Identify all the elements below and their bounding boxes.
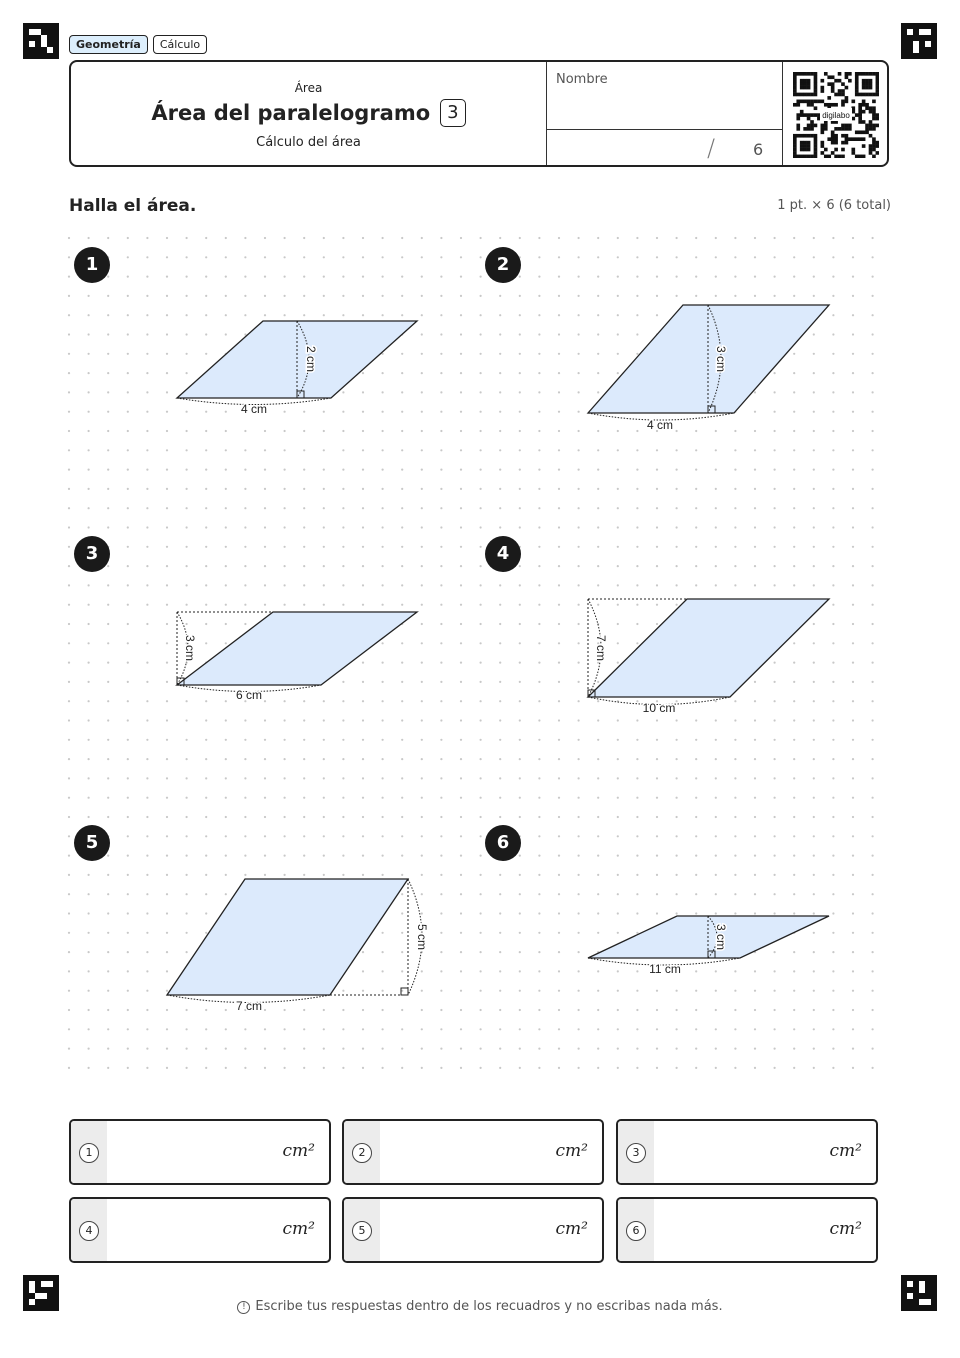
answer-number: 6 — [626, 1221, 646, 1241]
points-text: 1 pt. × 6 (6 total) — [777, 198, 891, 213]
height-label-5: 5 cm — [415, 923, 429, 951]
answer-label-area — [344, 1199, 380, 1261]
base-label-2: 4 cm — [646, 418, 674, 432]
problem-number-2: 2 — [485, 247, 521, 283]
answer-number: 2 — [352, 1143, 372, 1163]
height-label-2: 3 cm — [714, 345, 728, 373]
answer-number: 1 — [79, 1143, 99, 1163]
footer-note — [0, 1299, 960, 1314]
parallelogram-4 — [588, 599, 829, 697]
answer-unit: cm² — [282, 1219, 315, 1239]
base-label-5: 7 cm — [235, 999, 263, 1013]
name-label: Nombre — [556, 72, 608, 87]
height-label-4: 7 cm — [594, 634, 608, 662]
problem-number-1: 1 — [74, 247, 110, 283]
answer-box-2[interactable] — [342, 1119, 604, 1185]
instruction-text: Halla el área. — [69, 196, 197, 216]
answer-unit: cm² — [555, 1141, 588, 1161]
figure-2 — [588, 305, 829, 432]
height-label-1: 2 cm — [304, 345, 318, 373]
answer-box-3[interactable] — [616, 1119, 878, 1185]
right-angle-mark-5 — [401, 988, 408, 995]
answer-label-area — [71, 1199, 107, 1261]
qr-brand-text: digilabo — [822, 111, 850, 120]
figure-1 — [177, 321, 417, 416]
answer-box-5[interactable] — [342, 1197, 604, 1263]
figure-3 — [177, 612, 417, 702]
figure-6 — [588, 916, 829, 976]
figure-5 — [167, 879, 429, 1013]
problem-number-5: 5 — [74, 825, 110, 861]
tag-calculation: Cálculo — [153, 35, 207, 54]
answer-number: 4 — [79, 1221, 99, 1241]
answer-unit: cm² — [829, 1141, 862, 1161]
answer-unit: cm² — [282, 1141, 315, 1161]
score-slash: / — [707, 134, 716, 162]
answer-box-6[interactable] — [616, 1197, 878, 1263]
height-label-6: 3 cm — [714, 923, 728, 951]
answer-unit: cm² — [829, 1219, 862, 1239]
tag-geometry: Geometría — [69, 35, 148, 54]
footer-text: Escribe tus respuestas dentro de los recuadros y no escribas nada más. — [255, 1299, 723, 1314]
problem-number-3: 3 — [74, 536, 110, 572]
answer-box-1[interactable] — [69, 1119, 331, 1185]
base-label-1: 4 cm — [240, 402, 268, 416]
problem-number-4: 4 — [485, 536, 521, 572]
height-label-3: 3 cm — [183, 634, 197, 662]
answer-label-area — [344, 1121, 380, 1183]
answer-label-area — [71, 1121, 107, 1183]
base-label-6: 11 cm — [649, 962, 681, 976]
answer-label-area — [618, 1199, 654, 1261]
figure-4 — [588, 599, 829, 715]
parallelogram-5 — [167, 879, 408, 995]
base-label-4: 10 cm — [642, 701, 676, 715]
problem-number-6: 6 — [485, 825, 521, 861]
answer-number: 5 — [352, 1221, 372, 1241]
answer-unit: cm² — [555, 1219, 588, 1239]
answer-label-area — [618, 1121, 654, 1183]
parallelogram-3 — [177, 612, 417, 685]
base-label-3: 6 cm — [235, 688, 263, 702]
page-title: Área del paralelogramo — [151, 101, 431, 125]
category-label: Área — [294, 81, 323, 95]
worksheet-number-badge: 3 — [440, 99, 465, 127]
answer-number: 3 — [626, 1143, 646, 1163]
score-total: 6 — [753, 140, 764, 159]
page-subtitle: Cálculo del área — [256, 135, 361, 150]
info-icon: ! — [237, 1301, 250, 1314]
answer-box-4[interactable] — [69, 1197, 331, 1263]
